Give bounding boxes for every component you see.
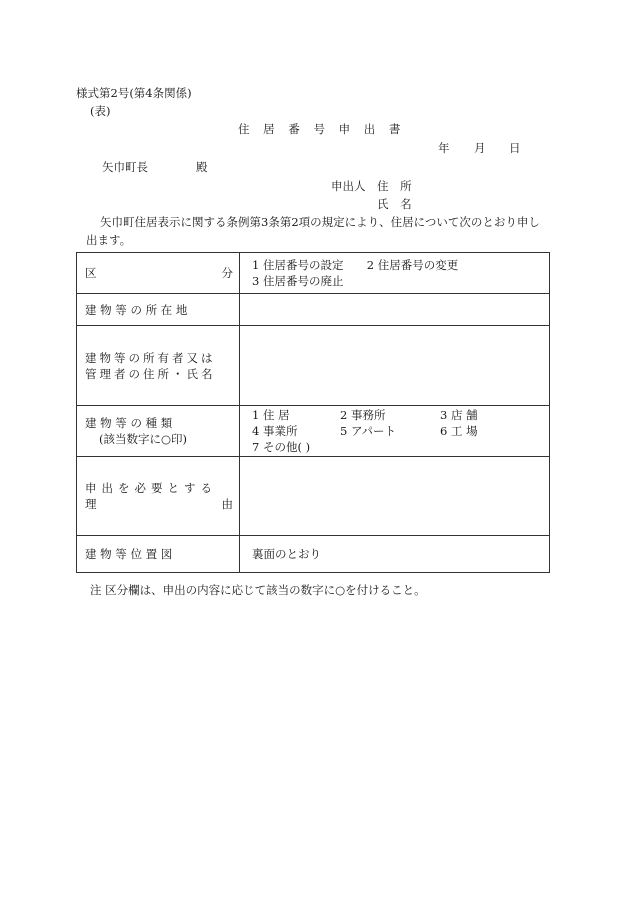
- row-type: [77, 406, 550, 457]
- reason-label-left: 理: [85, 497, 97, 511]
- category-options[interactable]: [240, 253, 550, 294]
- document-title: 住 居 番 号 申 出 書: [238, 122, 406, 136]
- intro-line-1: 矢巾町住居表示に関する条例第3条第2項の規定により、住居について次のとおり申し: [100, 215, 540, 229]
- row-location: [77, 294, 550, 326]
- date-day: 日: [509, 141, 521, 155]
- map-label: 建 物 等 位 置 図: [77, 536, 240, 573]
- category-option-1[interactable]: 1 住居番号の設定: [252, 258, 344, 272]
- type-label: [77, 406, 240, 457]
- location-label: 建 物 等 の 所 在 地: [77, 294, 240, 326]
- type-option-6[interactable]: 6 工 場: [440, 424, 478, 438]
- application-table: [76, 252, 550, 573]
- date-year: 年: [438, 141, 450, 155]
- honorific: 殿: [196, 160, 208, 174]
- owner-label-line-2: 管理者の住所・氏名: [85, 366, 216, 381]
- type-option-7[interactable]: 7 その他( ): [252, 440, 311, 454]
- category-label-right: 分: [221, 266, 233, 280]
- type-label-main: 建 物 等 の 種 類: [85, 416, 173, 430]
- type-option-2[interactable]: 2 事務所: [340, 408, 386, 422]
- intro-line-2: 出ます。: [86, 233, 132, 247]
- map-value: 裏面のとおり: [240, 536, 550, 573]
- type-options[interactable]: [240, 406, 550, 457]
- category-option-3[interactable]: 3 住居番号の廃止: [252, 274, 344, 288]
- footnote: 注 区分欄は、申出の内容に応じて該当の数字に○を付けること。: [90, 583, 426, 597]
- owner-label: [77, 326, 240, 406]
- side-indicator: (表): [90, 104, 111, 118]
- addressee: 矢巾町長: [102, 160, 148, 174]
- form-number: 様式第2号(第4条関係): [76, 86, 192, 100]
- owner-field[interactable]: [240, 326, 550, 406]
- category-label-left: 区: [85, 266, 97, 280]
- type-option-5[interactable]: 5 アパート: [340, 424, 397, 438]
- applicant-label: 申出人: [331, 179, 366, 193]
- reason-label-line-1: 申出を必要とする: [85, 481, 217, 495]
- applicant-name-label: 氏 名: [377, 197, 416, 211]
- type-option-3[interactable]: 3 店 舗: [440, 408, 478, 422]
- reason-label: [77, 457, 240, 536]
- row-category: [77, 253, 550, 294]
- date-month: 月: [474, 141, 486, 155]
- type-option-1[interactable]: 1 住 居: [252, 408, 290, 422]
- reason-field[interactable]: [240, 457, 550, 536]
- applicant-address-label: 住 所: [377, 179, 416, 193]
- owner-label-line-1: 建物等の所有者又は: [85, 350, 216, 365]
- category-option-2[interactable]: 2 住居番号の変更: [366, 258, 459, 272]
- reason-label-right: 由: [221, 497, 233, 511]
- location-field[interactable]: [240, 294, 550, 326]
- row-reason: [77, 457, 550, 536]
- row-owner: [77, 326, 550, 406]
- row-map: [77, 536, 550, 573]
- category-label: [77, 253, 240, 294]
- type-label-sub: (該当数字に○印): [99, 432, 188, 446]
- type-option-4[interactable]: 4 事業所: [252, 424, 298, 438]
